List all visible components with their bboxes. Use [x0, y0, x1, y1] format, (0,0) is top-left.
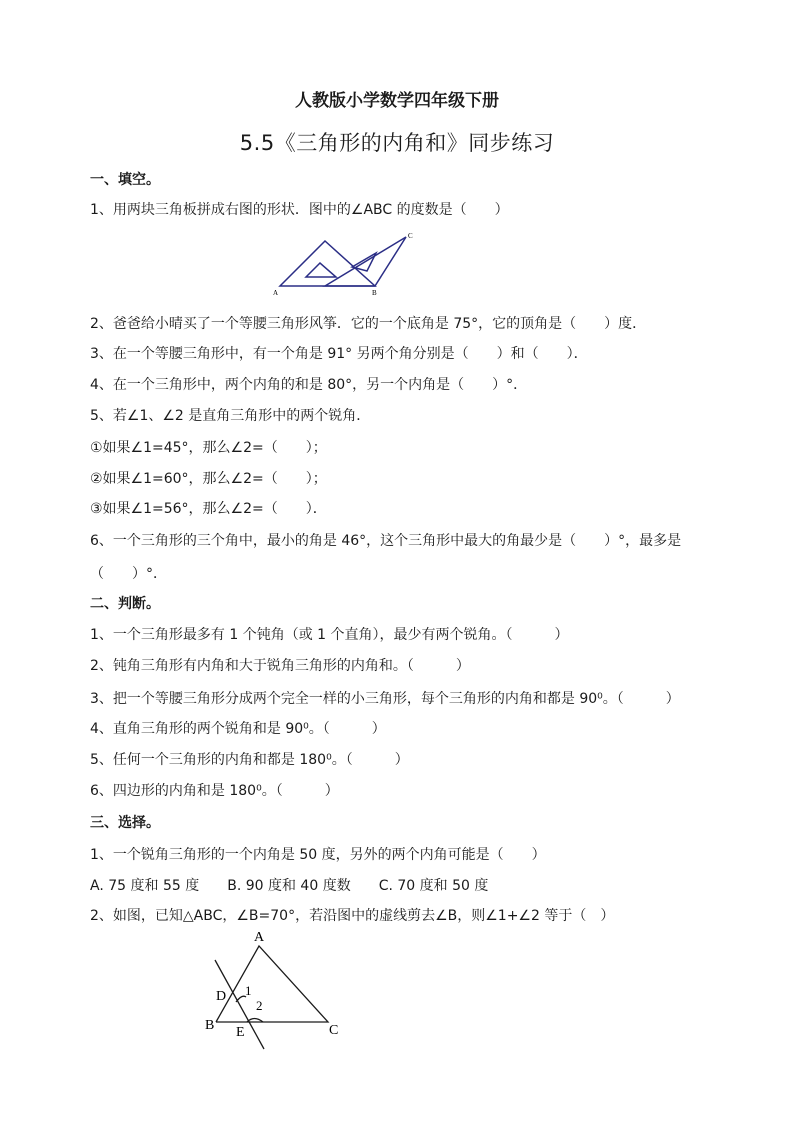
fig1-label-c: C: [408, 232, 413, 240]
fill-question-3: 3、在一个等腰三角形中，有一个角是 91° 另两个角分别是（ ）和（ ）．: [90, 346, 588, 362]
judge-question-5: 5、任何一个三角形的内角和都是 180⁰。（ ）: [90, 752, 409, 768]
fig2-angle-1-label: 1: [245, 983, 252, 998]
choice-question-1: 1、一个锐角三角形的一个内角是 50 度，另外的两个内角可能是（ ）: [90, 847, 546, 863]
fill-question-5-c: ③如果∠1=56°，那么∠2=（ ）．: [90, 501, 327, 517]
choice-question-2: 2、如图，已知△ABC，∠B=70°，若沿图中的虚线剪去∠B，则∠1+∠2 等于（ ）: [90, 908, 615, 924]
section-heading-multiple-choice: 三、选择。: [90, 815, 160, 831]
fill-question-6: 6、一个三角形的三个角中，最小的角是 46°，这个三角形中最大的角最少是（ ）°，最多是: [90, 533, 682, 549]
fill-question-1: 1、用两块三角板拼成右图的形状．图中的∠ABC 的度数是（ ）: [90, 202, 509, 218]
fill-question-2: 2、爸爸给小晴买了一个等腰三角形风筝．它的一个底角是 75°，它的顶角是（ ）度．: [90, 316, 647, 332]
fill-question-5-b: ②如果∠1=60°，那么∠2=（ ）；: [90, 471, 327, 487]
fill-question-6-continued: （ ）°．: [90, 566, 167, 582]
section-heading-true-false: 二、判断。: [90, 596, 160, 612]
fig2-label-b: B: [205, 1018, 215, 1033]
fig2-label-c: C: [329, 1023, 339, 1038]
section-heading-fill-blank: 一、填空。: [90, 172, 160, 188]
fig2-angle-2-label: 2: [256, 998, 263, 1013]
fig2-label-e: E: [236, 1025, 245, 1040]
triangle-abc-figure: [195, 922, 355, 1054]
judge-question-2: 2、钝角三角形有内角和大于锐角三角形的内角和。（ ）: [90, 658, 470, 674]
judge-question-6: 6、四边形的内角和是 180⁰。（ ）: [90, 783, 339, 799]
fig1-label-a: A: [273, 289, 279, 297]
judge-question-4: 4、直角三角形的两个锐角和是 90⁰。（ ）: [90, 721, 386, 737]
judge-question-3: 3、把一个等腰三角形分成两个完全一样的小三角形，每个三角形的内角和都是 90⁰。（ ）: [90, 691, 680, 707]
set-square-right: [325, 237, 406, 286]
lesson-title: 5.5《三角形的内角和》同步练习: [239, 131, 555, 155]
judge-question-1: 1、一个三角形最多有 1 个钝角（或 1 个直角），最少有两个锐角。（ ）: [90, 627, 569, 643]
fig1-label-b: B: [372, 289, 377, 297]
set-square-figure: [270, 226, 420, 298]
subject-line: 人教版小学数学四年级下册: [295, 91, 499, 111]
choice-question-1-options: A. 75 度和 55 度 B. 90 度和 40 度数 C. 70 度和 50 度: [90, 878, 489, 894]
fill-question-4: 4、在一个三角形中，两个内角的和是 80°，另一个内角是（ ）°．: [90, 377, 528, 393]
set-square-left-hole: [306, 263, 336, 277]
fig2-label-a: A: [254, 930, 265, 945]
fill-question-5-a: ①如果∠1=45°，那么∠2=（ ）；: [90, 440, 327, 456]
fig2-label-d: D: [216, 989, 227, 1004]
fill-question-5: 5、若∠1、∠2 是直角三角形中的两个锐角．: [90, 408, 371, 424]
triangle-abc: [216, 946, 328, 1022]
